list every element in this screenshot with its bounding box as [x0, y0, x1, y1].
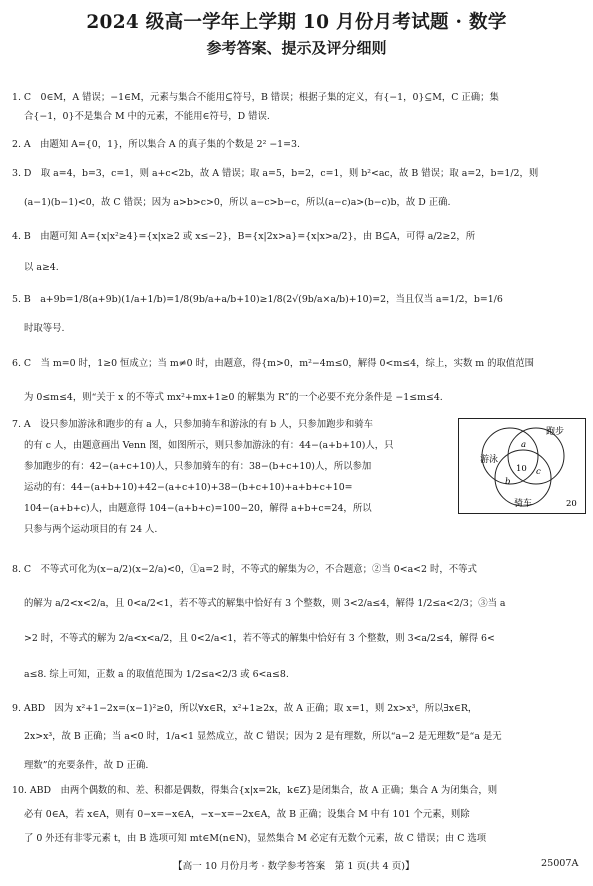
- text-line: 合{−1，0}不是集合 M 中的元素，不能用∈符号，D 错误.: [24, 111, 270, 122]
- text-line: 7. A 设只参加游泳和跑步的有 a 人，只参加骑车和游泳的有 b 人，只参加跑步和骑车: [12, 419, 373, 430]
- text-line: 8. C 不等式可化为(x−a/2)(x−2/a)<0，①a=2 时，不等式的解集为∅，不合题意；②当 0<a<2 时，不等式: [12, 564, 477, 575]
- text-line: 参加跑步的有：42−(a+c+10)人，只参加骑车的有：38−(b+c+10)人，所以参加: [24, 461, 372, 472]
- text-line: 2x>x³，故 B 正确；当 a<0 时，1/a<1 显然成立，故 C 错误；因为 2 是有理数，所以“a−2 是无理数”是“a 是无: [24, 731, 502, 742]
- venn-label-swim: 游泳: [480, 455, 499, 465]
- text-line: (a−1)(b−1)<0，故 C 错误；因为 a>b>c>0，所以 a−c>b−c，所以(a−c)a>(b−c)b，故 D 正确.: [24, 197, 451, 208]
- text-line: 3. D 取 a=4，b=3，c=1，则 a+c<2b，故 A 错误；取 a=5，b=2，c=1，则 b²<ac，故 B 错误；取 a=2，b=1/2，则: [12, 168, 539, 179]
- text-line: 运动的有：44−(a+b+10)+42−(a+c+10)+38−(b+c+10)+a+b+c+10=: [24, 482, 353, 493]
- text-line: 5. B a+9b=1/8(a+9b)(1/a+1/b)=1/8(9b/a+a/b+10)≥1/8(2√(9b/a×a/b)+10)=2，当且仅当 a=1/2，b=1/6: [12, 294, 503, 305]
- venn-region-c: c: [536, 467, 541, 477]
- venn-label-run: 跑步: [546, 427, 565, 437]
- text-line: 只参与两个运动项目的有 24 人.: [24, 524, 158, 535]
- text-line: 必有 0∈A，若 x∈A，则有 0−x=−x∈A，−x−x=−2x∈A，故 B 正确；设集合 M 中有 101 个元素，则除: [24, 809, 470, 820]
- text-line: a≤8. 综上可知，正数 a 的取值范围为 1/2≤a<2/3 或 6<a≤8.: [24, 669, 289, 680]
- footer-code: 25007A: [541, 858, 579, 869]
- text-line: 1. C 0∈M，A 错误；−1∈M，元素与集合不能用⊆符号，B 错误；根据子集的定义，有{−1，0}⊆M，C 正确；集: [12, 92, 499, 103]
- page-title: 2024 级高一学年上学期 10 月份月考试题 · 数学: [86, 12, 507, 33]
- venn-circle-bike: [495, 450, 551, 506]
- venn-region-b: b: [505, 477, 511, 487]
- text-line: 理数”的充要条件，故 D 正确.: [24, 760, 149, 771]
- text-line: 了 0 外还有非零元素 t，由 B 选项可知 mt∈M(n∈N)，显然集合 M 必定有无数个元素，故 C 错误；由 C 选项: [24, 833, 487, 844]
- text-line: 104−(a+b+c)人，由题意得 104−(a+b+c)=100−20，解得 a+b+c=24，所以: [24, 503, 372, 514]
- text-line: >2 时，不等式的解为 2/a<x<a/2，且 0<2/a<1，若不等式的解集中恰好有 3 个整数，则 3<a/2≤4，解得 6<: [24, 633, 495, 644]
- text-line: 时取等号.: [24, 323, 65, 334]
- text-line: 为 0≤m≤4，则“关于 x 的不等式 mx²+mx+1≥0 的解集为 R”的一个必要不充分条件是 −1≤m≤4.: [24, 392, 443, 403]
- text-line: 9. ABD 因为 x²+1−2x=(x−1)²≥0，所以∀x∈R，x²+1≥2x，故 A 正确；取 x=1，则 2x>x³，所以∃x∈R，: [12, 703, 478, 714]
- page-subtitle: 参考答案、提示及评分细则: [206, 39, 387, 57]
- venn-label-bike: 骑车: [514, 499, 533, 509]
- venn-region-outside: 20: [566, 499, 577, 509]
- text-line: 的解为 a/2<x<2/a，且 0<a/2<1，若不等式的解集中恰好有 3 个整数，则 3<2/a≤4，解得 1/2≤a<2/3；③当 a: [24, 598, 506, 609]
- venn-region-center: 10: [516, 464, 527, 474]
- text-line: 以 a≥4.: [24, 262, 59, 273]
- text-line: 2. A 由题知 A={0，1}，所以集合 A 的真子集的个数是 2² −1=3.: [12, 139, 300, 150]
- text-line: 的有 c 人，由题意画出 Venn 图，如图所示，则只参加游泳的有：44−(a+b+10)人，只: [24, 440, 394, 451]
- venn-diagram: [458, 418, 586, 514]
- text-line: 4. B 由题可知 A={x|x²≥4}={x|x≥2 或 x≤−2}，B={x|2x>a}={x|x>a/2}，由 B⊆A，可得 a/2≥2，所: [12, 231, 476, 242]
- footer-page-info: 【高一 10 月份月考 · 数学参考答案 第 1 页(共 4 页)】: [173, 861, 415, 872]
- venn-region-a: a: [521, 440, 527, 450]
- text-line: 10. ABD 由两个偶数的和、差、积都是偶数，得集合{x|x=2k，k∈Z}是闭集合，故 A 正确；集合 A 为闭集合，则: [12, 785, 498, 796]
- text-line: 6. C 当 m=0 时，1≥0 恒成立；当 m≠0 时，由题意，得{m>0，m²−4m≤0，解得 0<m≤4，综上，实数 m 的取值范围: [12, 358, 535, 369]
